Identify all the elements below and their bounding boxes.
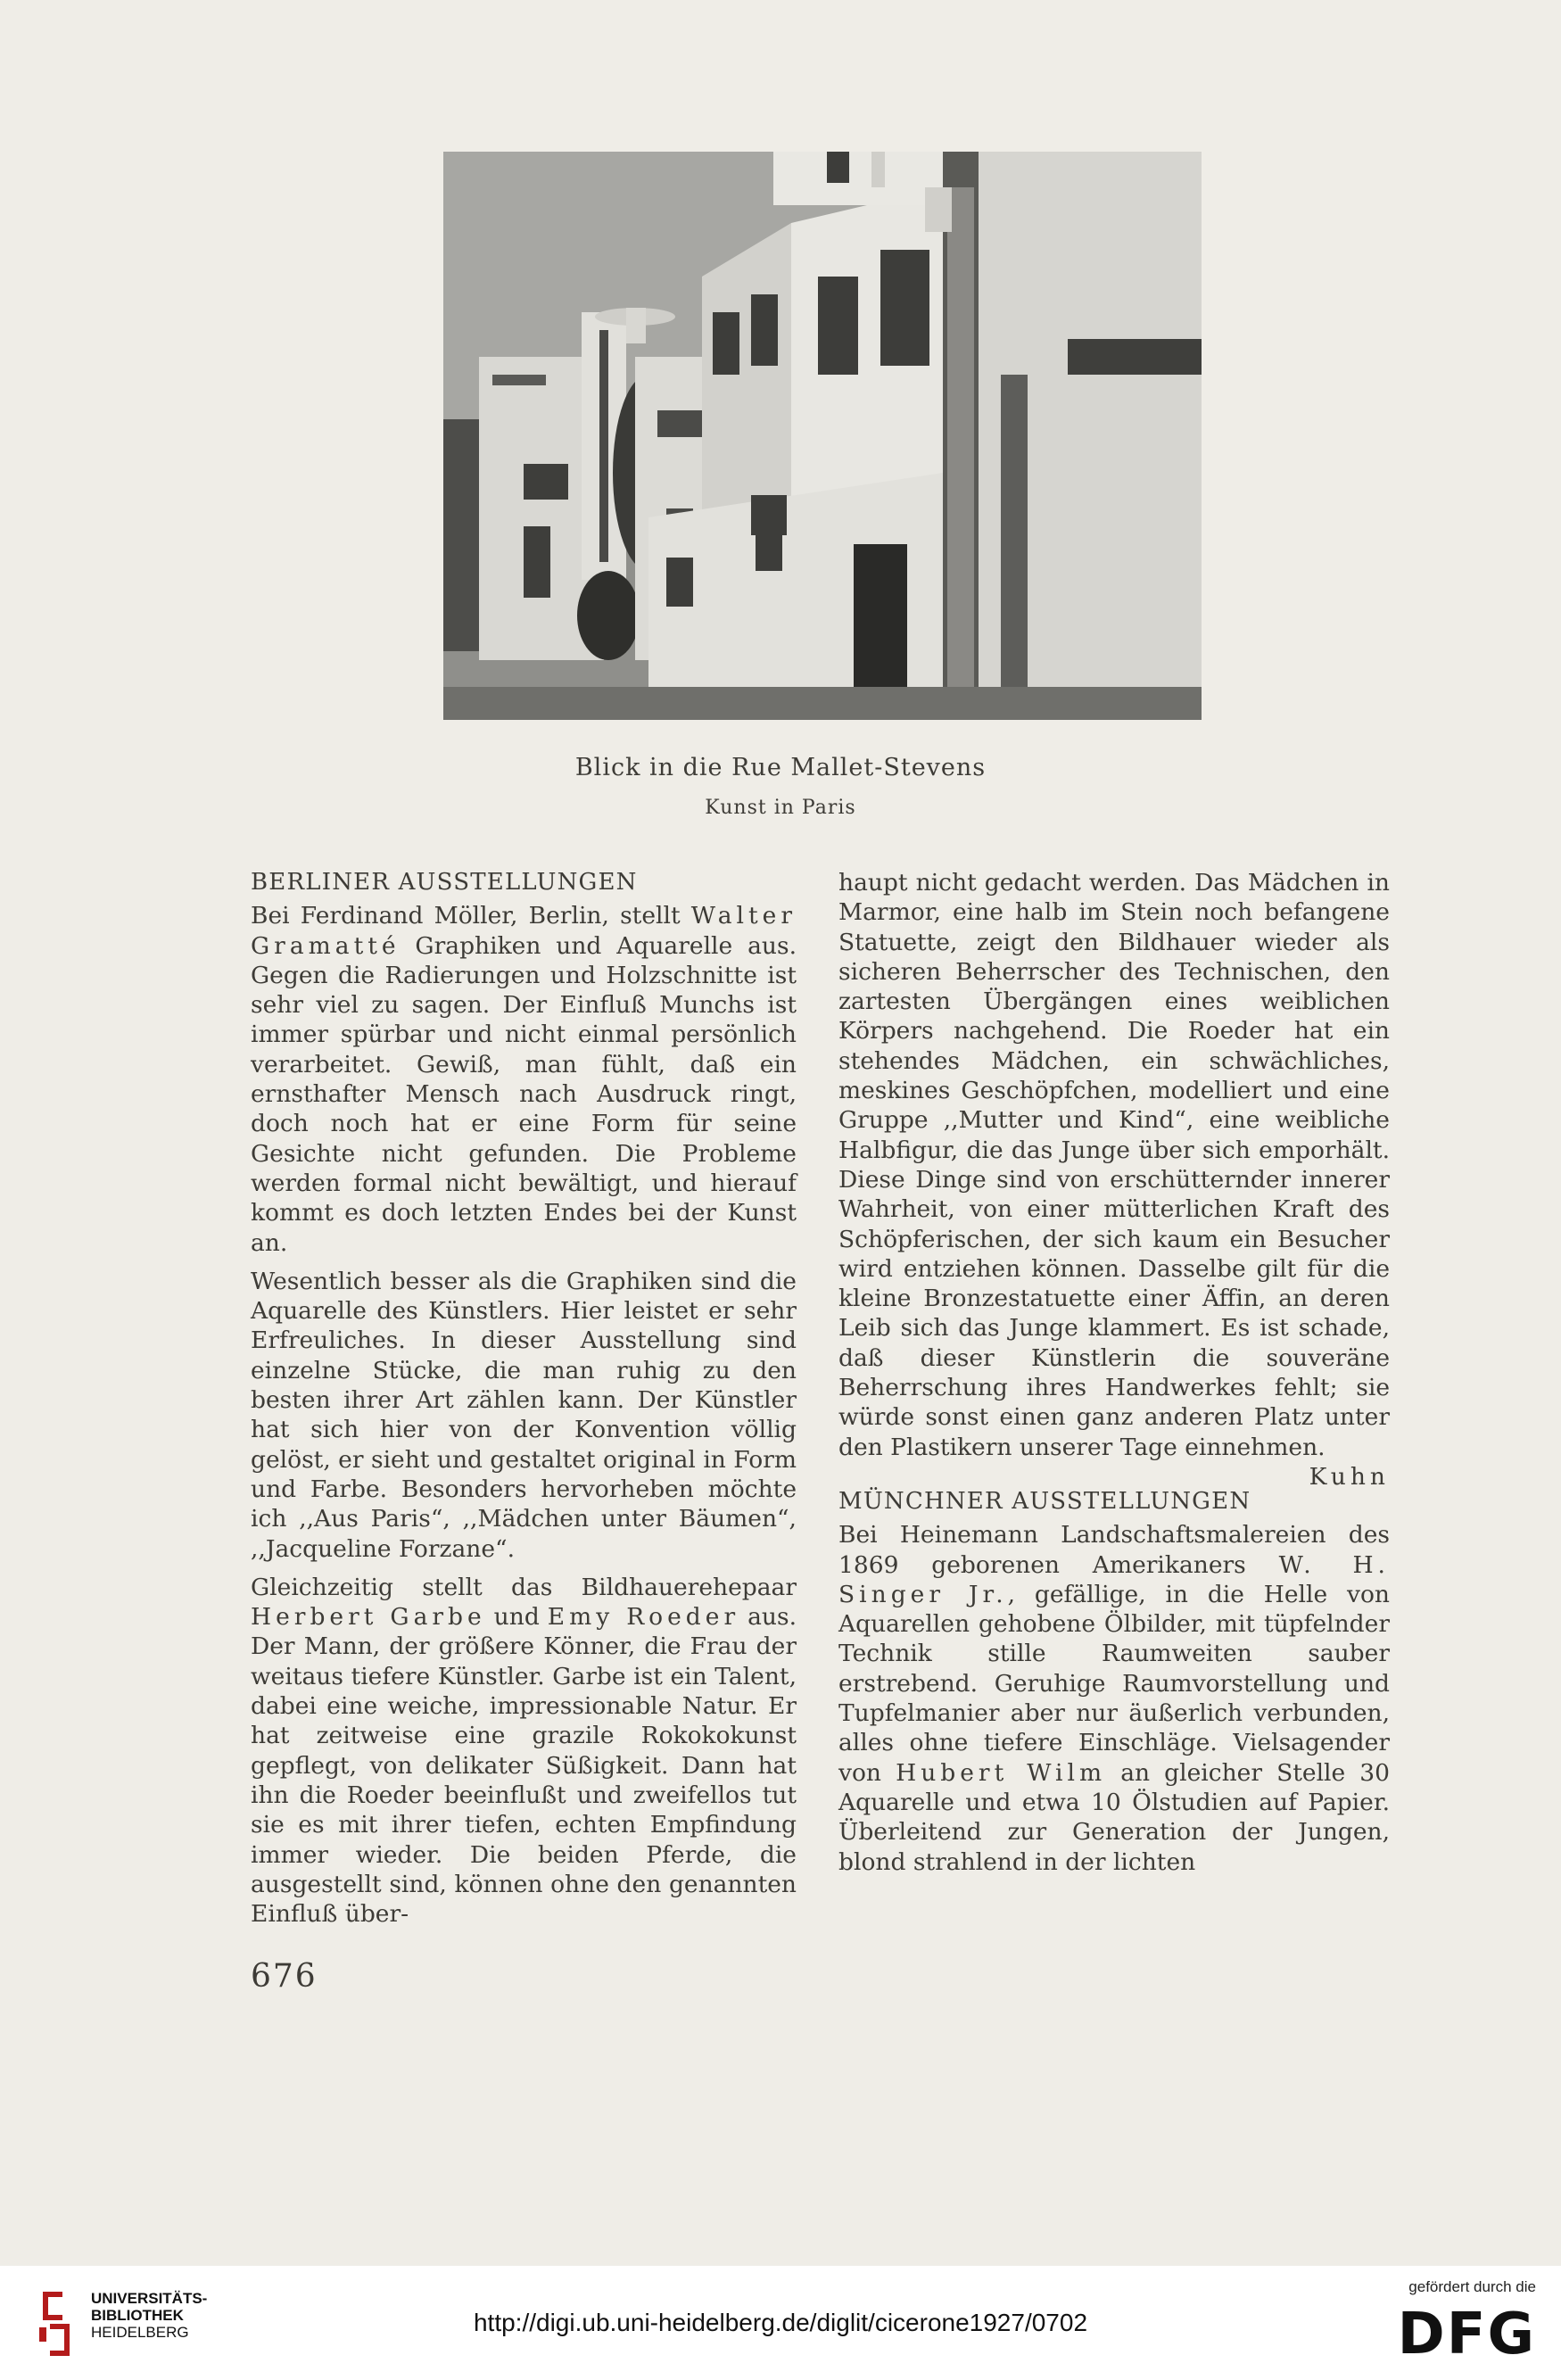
page-number: 676 <box>251 1958 318 1995</box>
photo-illustration <box>443 152 1202 720</box>
text-run: Bei Heinemann Landschaftsmalereien des 1869 geborenen Amerikaners <box>838 1521 1390 1579</box>
funding-note: gefördert durch die <box>1408 2278 1536 2295</box>
paragraph-gramatte <box>251 901 797 1258</box>
text-run: Bei Ferdinand Möller, Berlin, stellt <box>251 902 691 930</box>
paragraph-garbe-roeder <box>251 1573 797 1930</box>
artist-name: Walter Gramatté <box>251 902 797 960</box>
institution-line: UNIVERSITÄTS- <box>91 2290 208 2307</box>
paragraph-roeder-works <box>838 868 1390 1491</box>
viewer-footer <box>0 2266 1561 2380</box>
artist-name: Emy Roeder <box>547 1603 740 1632</box>
text-run: Graphiken und Aquarelle aus. Gegen die Radierungen und Holzschnitte ist sehr viel zu sagen. Der Einfluß Munchs ist immer spürbar und nicht einmal persönlich verarbeitet. Gewiß, man fühlt, daß ein ernsthafter Mensch nach Ausdruck ringt, doch noch hat er eine Form für seine Gesichte nicht gefunden. Die Probleme werden formal nicht bewältigt, und hierauf kommt es doch letzten Endes bei der Kunst an. <box>251 931 797 1257</box>
text-run: an gleicher Stelle 30 Aquarelle und etwa 10 Ölstudien auf Papier. Überleitend zur Generation der Jungen, blond strahlend in der lichten <box>838 1758 1391 1876</box>
section-heading-munich: MÜNCHNER AUSSTELLUNGEN <box>838 1487 1251 1515</box>
artist-name: Herbert Garbe <box>251 1603 486 1632</box>
text-run: und <box>485 1603 548 1632</box>
street-photograph <box>443 152 1202 720</box>
author-signature: Kuhn <box>1309 1462 1390 1491</box>
artist-name: Hubert Wilm <box>896 1758 1107 1787</box>
photo-caption-title: Blick in die Rue Mallet-Stevens <box>574 754 987 781</box>
left-column <box>251 868 797 1938</box>
institution-line: HEIDELBERG <box>91 2324 189 2341</box>
text-run: haupt nicht gedacht werden. Das Mädchen in Marmor, eine halb im Stein noch befangene Statuette, zeigt den Bildhauer wieder als sicheren Beherrscher des Technischen, den zartesten Übergängen eines weiblichen Körpers nachgehend. Die Roeder hat ein stehendes Mädchen, ein schwächliches, meskines Geschöpfchen, modelliert und eine Gruppe ,,Mutter und Kind“, eine weibliche Halbfigur, die das Junge über sich emporhält. Diese Dinge sind von erschütternder innerer Wahrheit, von einer mütterlichen Kraft des Schöpferischen, der sich kaum ein Besucher wird entziehen können. Dasselbe gilt für die kleine Bronzestatuette einer Äffin, an deren Leib sich das Junge klammert. Es ist schade, daß dieser Künstlerin die souveräne Beherrschung ihres Handwerkes fehlt; sie würde sonst einen ganz anderen Platz unter den Plastikern unserer Tage einnehmen. <box>838 869 1390 1461</box>
institution-line: BIBLIOTHEK <box>91 2307 184 2324</box>
text-run: aus. Der Mann, der größere Könner, die Frau der weitaus tiefere Künstler. Garbe ist ein Talent, dabei eine weiche, impressionable Natur. Er hat zeitweise eine grazile Rokokokunst gepflegt, von delikater Süßigkeit. Dann hat ihn die Roeder beeinflußt und zweifellos tut sie es mit ihrer tiefen, echten Empfindung immer wieder. Die beiden Pferde, die ausgestellt sind, können ohne den genannten Einfluß über- <box>251 1603 797 1929</box>
artist-name: W. H. Singer Jr. <box>838 1550 1390 1608</box>
photo-caption-subtitle: Kunst in Paris <box>705 797 856 819</box>
paragraph-heinemann <box>838 1520 1390 1877</box>
right-column <box>838 868 1390 1886</box>
text-run: Gleichzeitig stellt das Bildhauerehepaar <box>251 1573 797 1601</box>
paragraph-aquarelle: Wesentlich besser als die Graphiken sind die Aquarelle des Künstlers. Hier leistet er sehr Erfreuliches. In dieser Ausstellung sind einzelne Stücke, die man ruhig zu den besten ihrer Art zählen kann. Der Künstler hat sich hier von der Konvention völlig gelöst, er sieht und gestaltet original in Form und Farbe. Besonders hervorheben möchte ich ,,Aus Paris“, ,,Mädchen unter Bäumen“, ,,Jacqueline Forzane“. <box>251 1267 797 1563</box>
section-heading-berlin: BERLINER AUSSTELLUNGEN <box>251 869 638 896</box>
source-url-link[interactable]: http://digi.ub.uni-heidelberg.de/diglit/cicerone1927/0702 <box>473 2309 1088 2336</box>
dfg-logo: DFG <box>1397 2301 1536 2368</box>
text-run: , gefällige, in die Helle von Aquarellen gehobene Ölbilder, mit tüpfelnder Technik stille Raumweiten sauber erstrebend. Geruhige Raumvorstellung und Tupfelmanier aber nur äußerlich verbunden, alles ohne tiefere Einschläge. Vielsagender von <box>838 1580 1390 1787</box>
